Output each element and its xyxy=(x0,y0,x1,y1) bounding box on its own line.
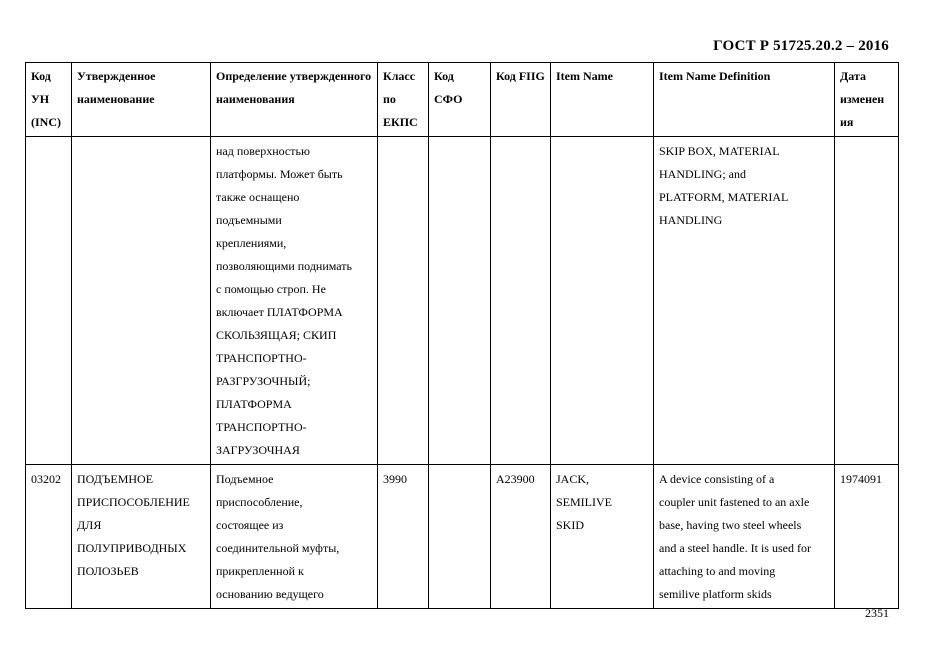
cell-fiig xyxy=(491,137,551,465)
cell-definition: Подъемное приспособление, состоящее из соединительной муфты, прикрепленной к основанию ведущего xyxy=(211,465,378,609)
cell-item-name: JACK, SEMILIVE SKID xyxy=(551,465,654,609)
column-header-sfo: Код СФО xyxy=(429,63,491,137)
cell-item-name-definition: SKIP BOX, MATERIAL HANDLING; and PLATFORM, MATERIAL HANDLING xyxy=(654,137,835,465)
cell-class: 3990 xyxy=(378,465,429,609)
cell-inc: 03202 xyxy=(26,465,72,609)
cell-class xyxy=(378,137,429,465)
document-title: ГОСТ Р 51725.20.2 – 2016 xyxy=(713,38,889,54)
nomenclature-table xyxy=(25,62,899,609)
column-header-item-name-definition: Item Name Definition xyxy=(654,63,835,137)
column-header-inc: Код УН (INC) xyxy=(26,63,72,137)
cell-sfo xyxy=(429,465,491,609)
column-header-item-name: Item Name xyxy=(551,63,654,137)
cell-date xyxy=(835,137,899,465)
column-header-date: Дата изменен ия xyxy=(835,63,899,137)
cell-inc xyxy=(26,137,72,465)
page-number: 2351 xyxy=(865,606,889,620)
cell-fiig: A23900 xyxy=(491,465,551,609)
table-header-row xyxy=(26,63,899,137)
cell-item-name-definition: A device consisting of a coupler unit fastened to an axle base, having two steel wheels and a steel handle. It is used for attaching to and moving semilive platform skids xyxy=(654,465,835,609)
column-header-class: Класс по ЕКПС xyxy=(378,63,429,137)
table-row-continuation xyxy=(26,137,899,465)
cell-item-name xyxy=(551,137,654,465)
cell-approved-name: ПОДЪЕМНОЕ ПРИСПОСОБЛЕНИЕ ДЛЯ ПОЛУПРИВОДНЫХ ПОЛОЗЬЕВ xyxy=(72,465,211,609)
cell-sfo xyxy=(429,137,491,465)
table-row-03202 xyxy=(26,465,899,609)
column-header-definition: Определение утвержденного наименования xyxy=(211,63,378,137)
cell-approved-name xyxy=(72,137,211,465)
cell-definition: над поверхностью платформы. Может быть также оснащено подъемными креплениями, позволяющими поднимать с помощью строп. Не включает ПЛАТФОРМА СКОЛЬЗЯЩАЯ; СКИП ТРАНСПОРТНО- РАЗГРУЗОЧНЫЙ; ПЛАТФОРМА ТРАНСПОРТНО- ЗАГРУЗОЧНАЯ xyxy=(211,137,378,465)
column-header-approved-name: Утвержденное наименование xyxy=(72,63,211,137)
cell-date: 1974091 xyxy=(835,465,899,609)
column-header-fiig: Код FIIG xyxy=(491,63,551,137)
